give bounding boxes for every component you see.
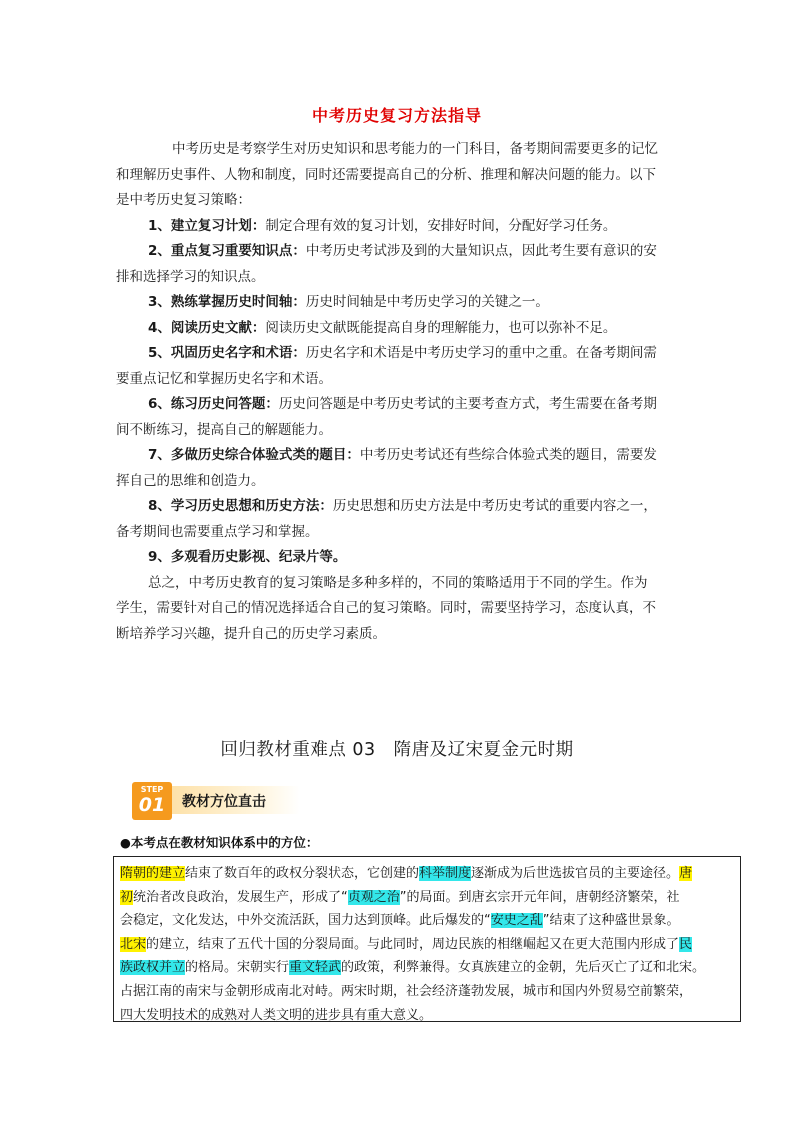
highlight-term: 贞观之治 (347, 889, 400, 905)
highlight-term: 民 (679, 936, 693, 952)
strategy-key: 2、重点复习重要知识点： (148, 243, 306, 259)
highlight-term: 唐 (679, 866, 693, 881)
step-label: STEP (140, 785, 164, 794)
box-line (120, 956, 734, 980)
strategy-text: 制定合理有效的复习计划，安排好时间，分配好学习任务。 (265, 217, 617, 234)
strategy-key: 1、建立复习计划： (148, 217, 266, 234)
box-text: 的格局。宋朝实行 (185, 960, 290, 976)
step-number: 01 (138, 794, 166, 816)
highlight-term: 族政权并立 (120, 960, 186, 976)
strategy-item (116, 545, 686, 571)
box-text: 的政策，利弊兼得。女真族建立的金朝，先后灭亡了辽和北宋。 (341, 960, 706, 976)
highlight-term: 北宋 (120, 936, 147, 952)
box-line: 占据江南的南宋与金朝形成南北对峙。两宋时期，社会经济蓬勃发展，城市和国内外贸易空前繁荣， (120, 983, 693, 999)
strategy-item (116, 392, 686, 418)
box-line (120, 909, 734, 933)
highlight-term: 重文轻武 (289, 960, 342, 976)
strategy-text: 阅读历史文献既能提高自身的理解能力，也可以弥补不足。 (265, 319, 617, 336)
knowledge-box (113, 856, 741, 1022)
box-text: 结束了数百年的政权分裂状态，它创建的 (185, 866, 420, 881)
step-number-box (132, 782, 172, 820)
strategy-key: 4、阅读历史文献： (148, 319, 266, 336)
box-text: 的建立，结束了五代十国的分裂局面。与此同时，周边民族的相继崛起又在更大范围内形成了 (146, 936, 680, 952)
strategy-item (116, 316, 686, 342)
strategy-cont: 挥自己的思维和创造力。 (116, 472, 265, 489)
box-text: ”结束了这种盛世景象。 (542, 913, 680, 929)
highlight-term: 科举制度 (419, 866, 472, 881)
strategy-key: 5、巩固历史名字和术语： (148, 345, 306, 361)
page-title: 中考历史复习方法指导 (311, 106, 482, 125)
strategy-item (116, 341, 686, 367)
intro-line: 和理解历史事件、人物和制度，同时还需要提高自己的分析、推理和解决问题的能力。以下 (116, 166, 656, 183)
intro-line: 是中考历史复习策略： (116, 192, 251, 208)
highlight-term: 安史之乱 (490, 913, 543, 929)
highlight-term: 隋朝的建立 (120, 866, 186, 881)
strategy-text: 历史问答题是中考历史考试的主要考查方式，考生需要在备考期 (278, 396, 657, 412)
position-heading: ●本考点在教材知识体系中的方位： (120, 835, 319, 850)
box-text: 统治者改良政治，发展生产，形成了“ (133, 889, 348, 905)
box-line: 四大发明技术的成熟对人类文明的进步具有重大意义。 (120, 1007, 433, 1023)
summary-line: 总之，中考历史教育的复习策略是多种多样的，不同的策略适用于不同的学生。作为 (148, 574, 648, 591)
step-title-bar (170, 786, 300, 814)
strategy-cont: 备考期间也需要重点学习和掌握。 (116, 523, 319, 540)
box-line (120, 933, 734, 957)
summary-line: 学生，需要针对自己的情况选择适合自己的复习策略。同时，需要坚持学习，态度认真，不 (116, 600, 656, 616)
step-title: 教材方位直击 (182, 794, 266, 810)
summary-line: 断培养学习兴趣，提升自己的历史学习素质。 (116, 625, 386, 642)
strategy-key: 8、学习历史思想和历史方法： (148, 498, 333, 514)
strategy-text: 中考历史考试还有些综合体验式类的题目，需要发 (359, 447, 657, 463)
section-title: 回归教材重难点 03 隋唐及辽宋夏金元时期 (220, 740, 574, 760)
strategy-item (116, 290, 686, 316)
strategy-text: 中考历史考试涉及到的大量知识点，因此考生要有意识的安 (305, 243, 657, 259)
strategy-item (116, 494, 686, 520)
intro-line: 中考历史是考察学生对历史知识和思考能力的一门科目，备考期间需要更多的记忆 (172, 141, 658, 157)
strategy-key: 7、多做历史综合体验式类的题目： (148, 447, 360, 463)
strategy-text: 历史名字和术语是中考历史学习的重中之重。在备考期间需 (305, 345, 657, 361)
strategy-key: 3、熟练掌握历史时间轴： (148, 294, 306, 310)
box-line (120, 886, 734, 910)
step-badge (132, 778, 302, 820)
strategy-item (116, 214, 686, 240)
highlight-term: 初 (120, 889, 134, 905)
box-text: ”的局面。到唐玄宗开元年间，唐朝经济繁荣，社 (399, 889, 680, 905)
strategy-cont: 要重点记忆和掌握历史名字和术语。 (116, 370, 332, 387)
strategy-cont: 排和选择学习的知识点。 (116, 268, 265, 285)
strategy-text: 历史时间轴是中考历史学习的关键之一。 (305, 294, 549, 310)
box-line (120, 862, 734, 886)
strategy-cont: 间不断练习，提高自己的解题能力。 (116, 421, 332, 438)
review-guide (116, 137, 686, 647)
strategy-item (116, 239, 686, 265)
box-text: 逐渐成为后世选拔官员的主要途径。 (471, 866, 680, 881)
strategy-item (116, 443, 686, 469)
strategy-key: 6、练习历史问答题： (148, 396, 279, 412)
box-text: 会稳定，文化发达，中外交流活跃，国力达到顶峰。此后爆发的“ (120, 913, 491, 929)
strategy-key: 9、多观看历史影视、纪录片等。 (148, 549, 347, 565)
strategy-text: 历史思想和历史方法是中考历史考试的重要内容之一， (332, 498, 657, 514)
